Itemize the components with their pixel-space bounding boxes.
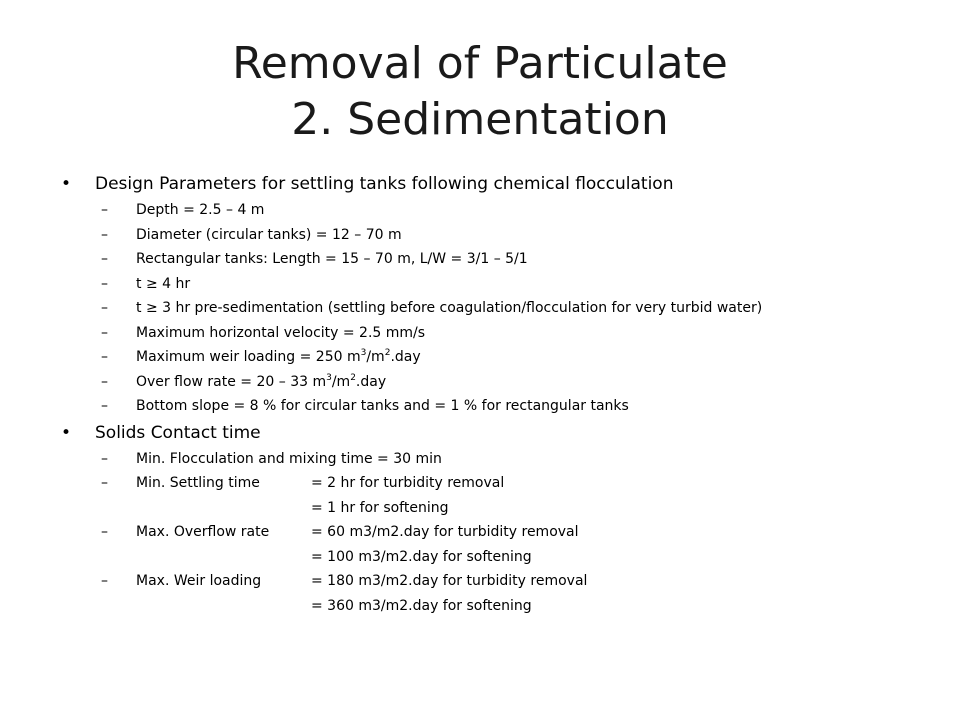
- bullet-design-parameters: [58, 170, 918, 198]
- dash-icon: –: [101, 398, 108, 414]
- sub-item: [58, 296, 918, 321]
- parameter-value: = 360 m3/m2.day for softening: [311, 597, 532, 614]
- superscript: 3: [326, 372, 332, 383]
- text-part: .day: [355, 373, 387, 390]
- sub-item: [58, 198, 918, 223]
- sub-item: [58, 272, 918, 297]
- text-part: /m: [331, 373, 351, 390]
- text-part: Over flow rate = 20 – 33 m: [136, 373, 327, 390]
- text-part: /m: [366, 349, 385, 365]
- title-line-1: Removal of Particulate: [232, 38, 728, 89]
- superscript: 3: [360, 348, 367, 358]
- sub-item-continuation: [58, 545, 918, 570]
- superscript: 2: [384, 348, 391, 358]
- section-heading: Solids Contact time: [95, 422, 261, 443]
- slide-title: [60, 36, 900, 148]
- dash-icon: –: [101, 475, 108, 491]
- sub-item-text: t ≥ 4 hr: [136, 275, 191, 292]
- dash-icon: –: [101, 450, 108, 467]
- bullet-icon: •: [61, 174, 72, 194]
- sub-item-weir-loading-max: [58, 569, 918, 594]
- dash-icon: –: [101, 275, 108, 292]
- parameter-value: = 60 m3/m2.day for turbidity removal: [311, 524, 579, 540]
- section-heading: Design Parameters for settling tanks following chemical flocculation: [95, 174, 674, 194]
- dash-icon: –: [101, 524, 108, 540]
- slide-body: [58, 170, 918, 618]
- parameter-name: Max. Overflow rate: [136, 524, 270, 540]
- sub-item: [58, 247, 918, 272]
- sub-item-text: Maximum horizontal velocity = 2.5 mm/s: [136, 324, 426, 341]
- sub-item-continuation: [58, 594, 918, 619]
- sub-item-text: Depth = 2.5 – 4 m: [136, 202, 265, 218]
- sub-item: [58, 321, 918, 346]
- superscript: 2: [350, 372, 356, 383]
- sub-item-weir-loading: [58, 345, 918, 370]
- parameter-value: = 100 m3/m2.day for softening: [311, 548, 532, 565]
- sub-item-text: Diameter (circular tanks) = 12 – 70 m: [136, 226, 402, 243]
- parameter-name: Min. Settling time: [136, 475, 260, 491]
- dash-icon: –: [101, 226, 108, 243]
- sub-item-text: Rectangular tanks: Length = 15 – 70 m, L/W = 3/1 – 5/1: [136, 251, 528, 267]
- dash-icon: –: [101, 202, 108, 218]
- text-part: Maximum weir loading = 250 m: [136, 349, 361, 365]
- dash-icon: –: [101, 349, 108, 365]
- sub-item: [58, 447, 918, 472]
- sub-item-settling-time: [58, 471, 918, 496]
- dash-icon: –: [101, 573, 108, 589]
- sub-item-overflow-rate-max: [58, 520, 918, 545]
- sub-item: [58, 394, 918, 419]
- bullet-solids-contact: [58, 419, 918, 447]
- title-line-2: 2. Sedimentation: [291, 94, 669, 145]
- sub-item-text: t ≥ 3 hr pre-sedimentation (settling before coagulation/flocculation for very turbid water): [136, 300, 763, 316]
- dash-icon: –: [101, 300, 108, 316]
- parameter-value: = 2 hr for turbidity removal: [311, 475, 505, 491]
- bullet-icon: •: [61, 422, 72, 443]
- dash-icon: –: [101, 373, 108, 390]
- sub-item-text: Min. Flocculation and mixing time = 30 min: [136, 450, 442, 467]
- sub-item-continuation: [58, 496, 918, 521]
- sub-item-text: Bottom slope = 8 % for circular tanks and = 1 % for rectangular tanks: [136, 398, 629, 414]
- parameter-name: Max. Weir loading: [136, 573, 262, 589]
- text-part: .day: [390, 349, 421, 365]
- dash-icon: –: [101, 324, 108, 341]
- parameter-value: = 180 m3/m2.day for turbidity removal: [311, 573, 588, 589]
- sub-item: [58, 223, 918, 248]
- parameter-value: = 1 hr for softening: [311, 499, 449, 516]
- sub-item-overflow-rate: [58, 370, 918, 395]
- dash-icon: –: [101, 251, 108, 267]
